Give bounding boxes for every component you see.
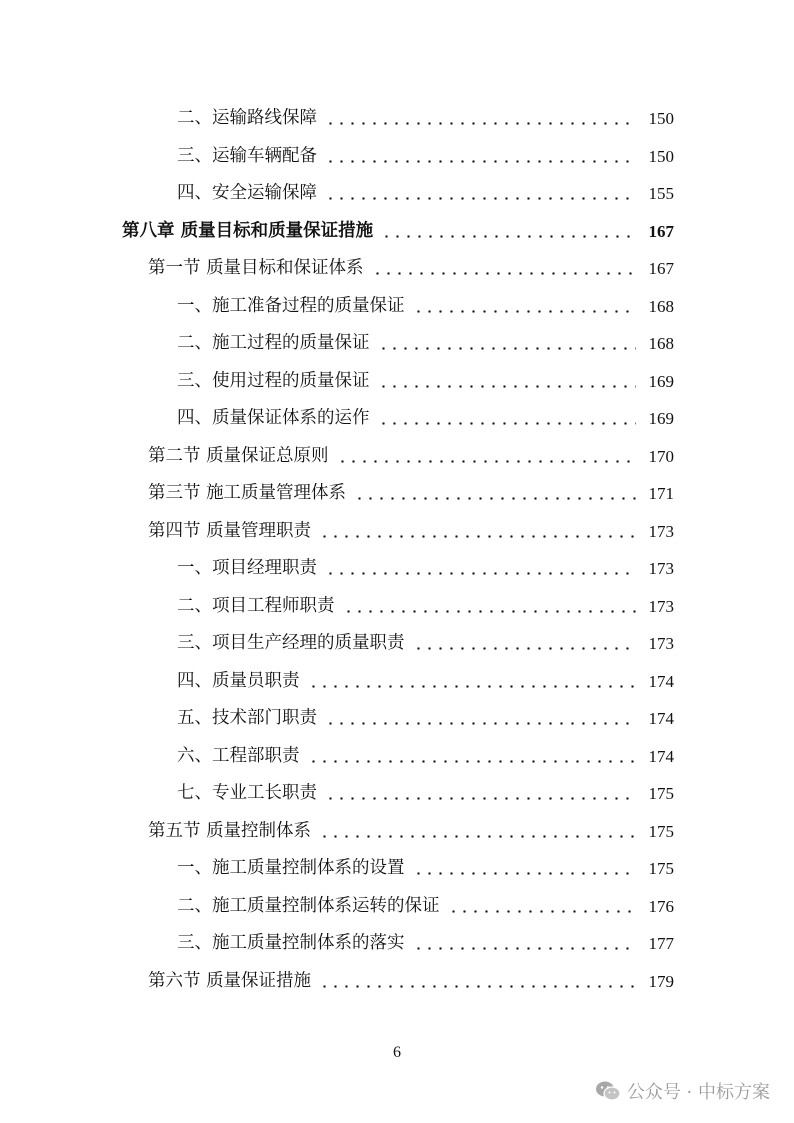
toc-entry-title: 五、技术部门职责	[177, 708, 317, 728]
toc-dot-leader	[378, 347, 637, 350]
toc-entry-title: 第八章 质量目标和质量保证措施	[122, 220, 374, 241]
toc-item-entry[interactable]	[0, 925, 794, 963]
toc-entry-title: 第二节 质量保证总原则	[148, 445, 329, 466]
toc-entry-title: 第四节 质量管理职责	[148, 520, 312, 541]
toc-entry-page: 173	[648, 521, 674, 541]
toc-item-entry[interactable]	[0, 175, 794, 213]
toc-entry-title: 一、施工准备过程的质量保证	[177, 295, 405, 316]
toc-dot-leader	[325, 797, 636, 800]
toc-entry-page: 150	[648, 146, 674, 166]
toc-item-entry[interactable]	[0, 138, 794, 176]
toc-item-entry[interactable]	[0, 663, 794, 701]
toc-entry-page: 175	[648, 784, 674, 804]
toc-entry-title: 二、项目工程师职责	[177, 595, 335, 616]
toc-entry-page: 167	[648, 259, 674, 279]
toc-entry-title: 三、使用过程的质量保证	[177, 370, 370, 391]
toc-dot-leader	[413, 647, 637, 650]
toc-item-entry[interactable]	[0, 738, 794, 776]
toc-entry-title: 一、施工质量控制体系的设置	[177, 858, 405, 878]
toc-dot-leader	[325, 122, 636, 125]
toc-entry-page: 167	[648, 221, 674, 241]
toc-section-entry[interactable]	[0, 813, 794, 851]
toc-dot-leader	[325, 197, 636, 200]
toc-dot-leader	[372, 272, 636, 275]
toc-chapter-entry[interactable]	[0, 213, 794, 251]
toc-entry-page: 170	[648, 446, 674, 466]
toc-dot-leader	[381, 235, 636, 238]
toc-entry-page: 173	[648, 596, 674, 616]
toc-entry-title: 四、安全运输保障	[177, 183, 317, 203]
toc-entry-page: 176	[648, 896, 674, 916]
toc-entry-title: 三、运输车辆配备	[177, 145, 317, 166]
toc-dot-leader	[308, 760, 637, 763]
toc-dot-leader	[319, 835, 636, 838]
wechat-icon	[595, 1080, 621, 1102]
toc-dot-leader	[448, 910, 637, 913]
toc-section-entry[interactable]	[0, 438, 794, 476]
toc-entry-page: 177	[648, 934, 674, 954]
toc-section-entry[interactable]	[0, 250, 794, 288]
toc-entry-page: 150	[648, 109, 674, 129]
toc-item-entry[interactable]	[0, 325, 794, 363]
toc-item-entry[interactable]	[0, 100, 794, 138]
toc-entry-title: 三、项目生产经理的质量职责	[177, 633, 405, 653]
toc-dot-leader	[337, 460, 636, 463]
toc-item-entry[interactable]	[0, 700, 794, 738]
toc-item-entry[interactable]	[0, 850, 794, 888]
toc-entry-page: 168	[648, 334, 674, 354]
toc-entry-page: 174	[648, 671, 674, 691]
toc-entry-page: 175	[648, 821, 674, 841]
table-of-contents	[0, 100, 794, 1000]
watermark-text: 公众号 · 中标方案	[626, 1082, 770, 1103]
page-number: 6	[393, 1044, 401, 1061]
toc-entry-page: 168	[648, 296, 674, 316]
toc-dot-leader	[325, 572, 636, 575]
toc-entry-title: 六、工程部职责	[177, 745, 300, 766]
toc-entry-title: 二、施工质量控制体系运转的保证	[177, 895, 440, 916]
toc-entry-page: 169	[648, 409, 674, 429]
toc-entry-page: 155	[648, 184, 674, 204]
toc-entry-title: 第三节 施工质量管理体系	[148, 483, 347, 503]
toc-dot-leader	[325, 722, 636, 725]
toc-dot-leader	[413, 947, 637, 950]
toc-entry-title: 第六节 质量保证措施	[148, 970, 312, 991]
toc-item-entry[interactable]	[0, 775, 794, 813]
toc-entry-page: 179	[648, 971, 674, 991]
toc-entry-page: 174	[648, 709, 674, 729]
toc-item-entry[interactable]	[0, 363, 794, 401]
toc-item-entry[interactable]	[0, 288, 794, 326]
toc-dot-leader	[378, 422, 637, 425]
toc-dot-leader	[354, 497, 636, 500]
toc-entry-page: 174	[648, 746, 674, 766]
toc-item-entry[interactable]	[0, 400, 794, 438]
toc-entry-title: 二、施工过程的质量保证	[177, 333, 370, 353]
toc-dot-leader	[378, 385, 637, 388]
toc-dot-leader	[319, 535, 636, 538]
toc-entry-page: 169	[648, 371, 674, 391]
toc-item-entry[interactable]	[0, 625, 794, 663]
toc-dot-leader	[343, 610, 637, 613]
toc-entry-title: 四、质量保证体系的运作	[177, 408, 370, 428]
toc-section-entry[interactable]	[0, 475, 794, 513]
toc-entry-title: 二、运输路线保障	[177, 108, 317, 128]
toc-dot-leader	[413, 872, 637, 875]
toc-section-entry[interactable]	[0, 963, 794, 1001]
toc-item-entry[interactable]	[0, 550, 794, 588]
toc-dot-leader	[325, 160, 636, 163]
watermark	[595, 1078, 770, 1104]
toc-entry-title: 四、质量员职责	[177, 670, 300, 691]
toc-entry-page: 173	[648, 634, 674, 654]
toc-entry-page: 173	[648, 559, 674, 579]
toc-dot-leader	[319, 985, 636, 988]
toc-item-entry[interactable]	[0, 588, 794, 626]
toc-entry-page: 171	[648, 484, 674, 504]
toc-dot-leader	[308, 685, 637, 688]
toc-item-entry[interactable]	[0, 888, 794, 926]
toc-section-entry[interactable]	[0, 513, 794, 551]
toc-entry-title: 一、项目经理职责	[177, 558, 317, 578]
toc-entry-title: 第五节 质量控制体系	[148, 820, 312, 841]
toc-entry-title: 第一节 质量目标和保证体系	[148, 258, 364, 278]
toc-entry-page: 175	[648, 859, 674, 879]
toc-entry-title: 三、施工质量控制体系的落实	[177, 933, 405, 953]
toc-entry-title: 七、专业工长职责	[177, 783, 317, 803]
toc-dot-leader	[413, 310, 637, 313]
